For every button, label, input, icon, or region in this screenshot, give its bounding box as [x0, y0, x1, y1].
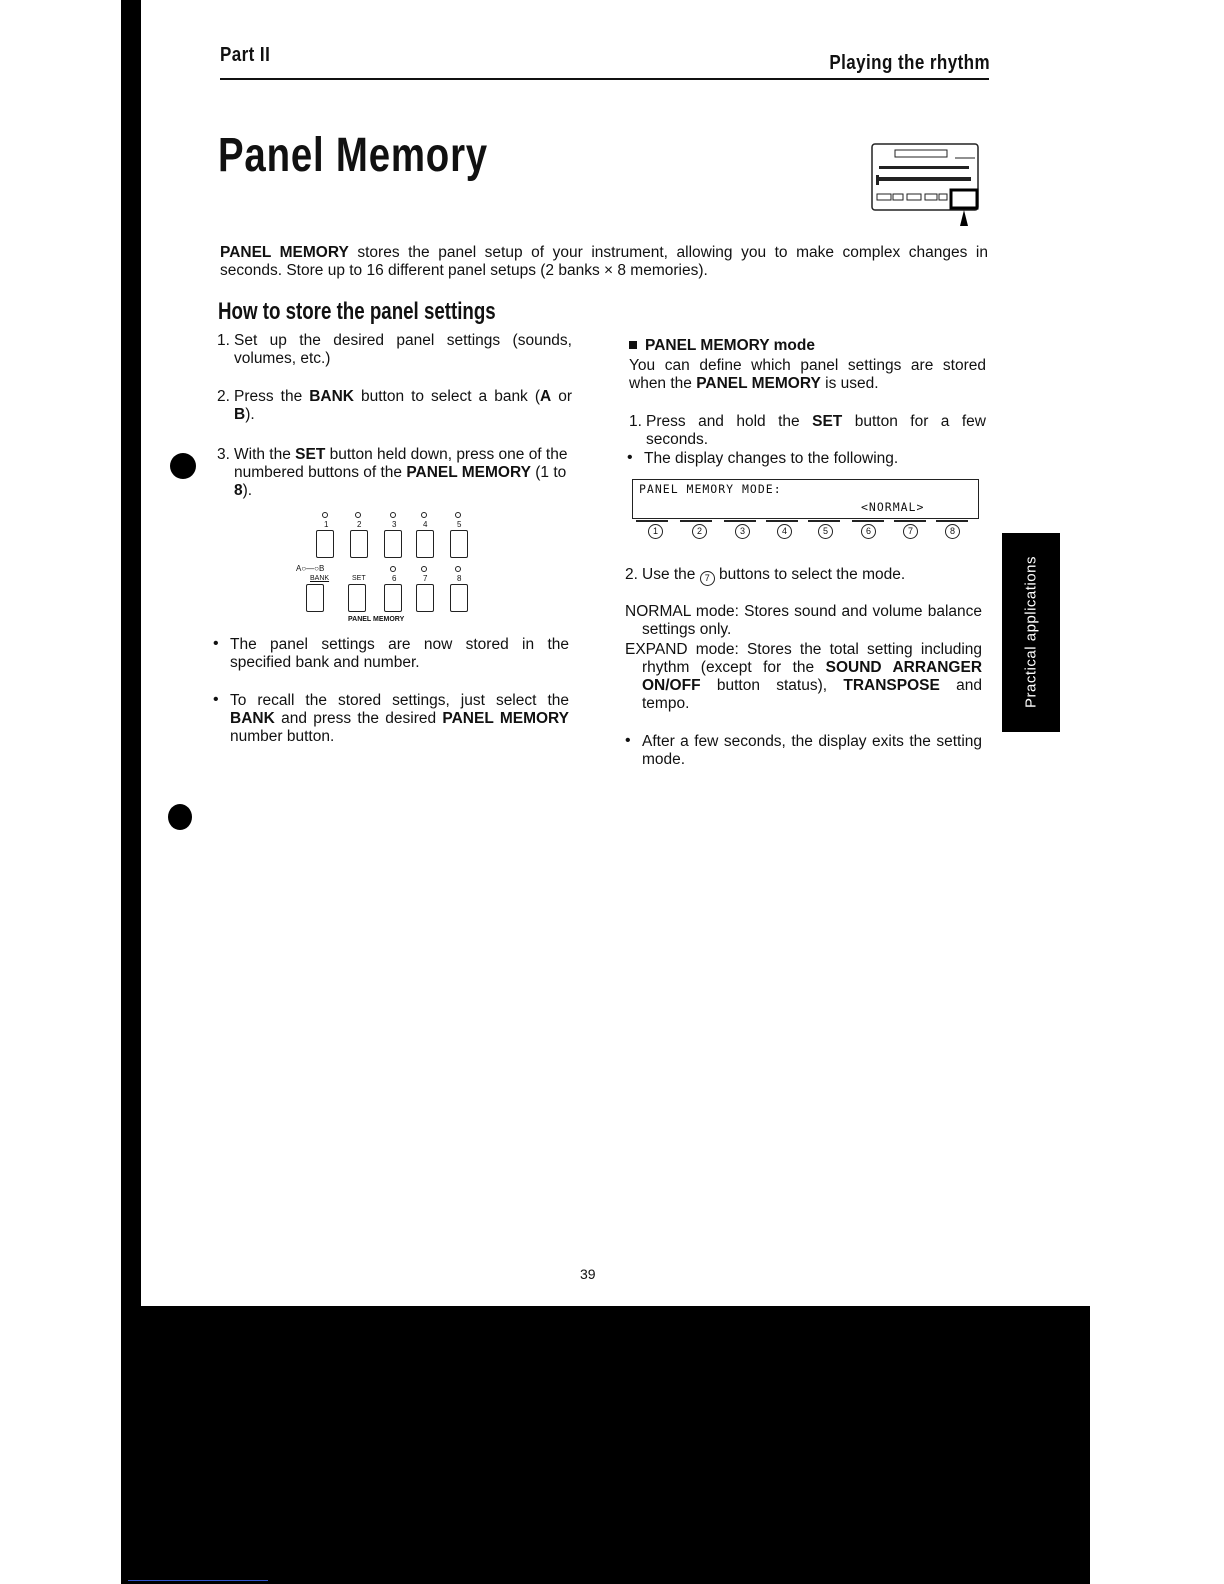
text-bold: SET	[295, 446, 326, 463]
panel-memory-label: PANEL MEMORY	[348, 616, 405, 623]
intro-paragraph	[220, 244, 988, 280]
led-indicator	[322, 512, 328, 518]
text-run: button held down, press one of the numbered buttons of the	[234, 446, 568, 481]
lcd-display	[632, 479, 979, 519]
text-run: To recall the stored settings, just select the	[230, 692, 569, 709]
led-indicator	[355, 512, 361, 518]
scan-bottom-area	[121, 1300, 1090, 1584]
right-intro	[629, 357, 986, 393]
display-button-7[interactable]: 7	[903, 524, 918, 539]
page-title: Panel Memory	[218, 129, 488, 182]
left-step-3	[217, 446, 572, 500]
text-run: EXPAND mode: Stores the total setting including rhythm (except for the	[625, 641, 982, 676]
text-run: Use the	[642, 566, 700, 583]
scan-punch-mark	[170, 453, 196, 479]
panel-memory-button-1[interactable]	[316, 530, 334, 558]
set-button[interactable]	[348, 584, 366, 612]
text-bold: B	[234, 406, 246, 423]
led-indicator	[421, 512, 427, 518]
text-run: button status),	[700, 677, 844, 694]
step-number: 1.	[217, 332, 230, 349]
right-step-2	[625, 566, 982, 586]
text-run: ).	[242, 482, 253, 499]
button-number: 8	[457, 574, 462, 583]
scan-link-line	[128, 1580, 268, 1581]
text-bold: PANEL MEMORY	[406, 464, 531, 481]
text-run: ).	[245, 406, 255, 423]
led-indicator	[455, 512, 461, 518]
side-tab-label	[1002, 533, 1060, 732]
step-number: 2.	[625, 566, 638, 583]
square-bullet-icon	[629, 341, 637, 349]
inline-circle-7: 7	[700, 571, 715, 586]
text-bold: BANK	[230, 710, 275, 727]
left-bullet-1	[213, 636, 569, 672]
button-number: 1	[324, 520, 329, 529]
text-bold: SET	[812, 413, 843, 430]
text-bold: PANEL MEMORY	[442, 710, 569, 727]
set-label: SET	[352, 575, 366, 582]
step-number: 1.	[629, 413, 642, 430]
bullet-dot: •	[627, 449, 633, 466]
normal-mode-text	[625, 603, 982, 639]
display-button-2[interactable]: 2	[692, 524, 707, 539]
text-bold: TRANSPOSE	[843, 677, 940, 694]
bank-button[interactable]	[306, 584, 324, 612]
led-indicator	[455, 566, 461, 572]
text-bold: PANEL MEMORY	[696, 375, 821, 392]
panel-memory-button-4[interactable]	[416, 530, 434, 558]
panel-memory-button-2[interactable]	[350, 530, 368, 558]
text-run: buttons to select the mode.	[714, 566, 906, 583]
led-indicator	[390, 512, 396, 518]
display-button-line	[852, 520, 884, 522]
button-number: 7	[423, 574, 428, 583]
display-button-5[interactable]: 5	[818, 524, 833, 539]
button-diagram	[290, 510, 480, 625]
display-button-line	[808, 520, 840, 522]
display-button-line	[766, 520, 798, 522]
bullet-text	[230, 692, 569, 746]
bullet-text: After a few seconds, the display exits the setting mode.	[642, 733, 982, 768]
bullet-text: The panel settings are now stored in the specified bank and number.	[230, 636, 569, 671]
text-bold: BANK	[309, 388, 354, 405]
header-section: Playing the rhythm	[829, 52, 990, 74]
display-button-line	[894, 520, 926, 522]
step-number: 2.	[217, 388, 230, 405]
text-bold: SOUND ARRANGER ON/OFF	[642, 659, 983, 694]
bullet-dot: •	[213, 635, 219, 652]
text-run: (1 to	[530, 464, 567, 481]
display-button-line	[680, 520, 712, 522]
text-run: With the	[234, 446, 296, 463]
led-indicator	[421, 566, 427, 572]
bank-ab-label: A○—○B	[296, 564, 325, 573]
step-text	[234, 388, 572, 424]
step-number: 3.	[217, 446, 230, 463]
text-run: number button.	[230, 728, 335, 745]
keyboard-panel-icon	[871, 142, 981, 230]
text-run: Press the	[234, 388, 310, 405]
expand-mode-text	[625, 641, 982, 713]
right-heading-text: PANEL MEMORY mode	[645, 337, 815, 354]
bullet-text: The display changes to the following.	[644, 450, 899, 467]
display-button-line	[936, 520, 968, 522]
step-text: Set up the desired panel settings (sounds, volumes, etc.)	[234, 332, 572, 367]
button-number: 4	[423, 520, 428, 529]
button-number: 2	[357, 520, 362, 529]
text-bold: 8	[234, 482, 243, 499]
panel-memory-button-7[interactable]	[416, 584, 434, 612]
right-bullet-2	[625, 733, 982, 769]
text-run: Press and hold the	[646, 413, 813, 430]
text-bold: A	[540, 388, 552, 405]
button-number: 6	[392, 574, 397, 583]
text-run: button to select a bank (	[353, 388, 540, 405]
text-run: is used.	[820, 375, 879, 392]
button-number: 5	[457, 520, 462, 529]
left-step-2	[217, 388, 572, 424]
text-run: button for a few seconds.	[646, 413, 986, 448]
display-button-6[interactable]: 6	[861, 524, 876, 539]
right-bullet-1	[627, 450, 984, 468]
display-button-3[interactable]: 3	[735, 524, 750, 539]
panel-memory-button-8[interactable]	[450, 584, 468, 612]
text-run: NORMAL mode: Stores sound and volume balance settings only.	[625, 603, 982, 638]
header-part: Part II	[220, 44, 271, 66]
side-tab-text: Practical applications	[1022, 556, 1040, 708]
bank-label: BANK	[310, 575, 330, 582]
side-tab	[1002, 533, 1060, 732]
step-text	[234, 446, 572, 500]
display-button-line	[724, 520, 756, 522]
right-heading	[629, 337, 815, 355]
display-button-1[interactable]: 1	[648, 524, 663, 539]
text-run: You can define which panel settings are stored when the	[629, 357, 986, 392]
left-bullet-2	[213, 692, 569, 746]
bullet-dot: •	[213, 691, 219, 708]
text-run: or	[551, 388, 573, 405]
left-step-1	[217, 332, 572, 368]
button-number: 3	[392, 520, 397, 529]
display-button-line	[636, 520, 668, 522]
panel-memory-button-6[interactable]	[384, 584, 402, 612]
right-step-1	[629, 413, 986, 449]
display-button-8[interactable]: 8	[945, 524, 960, 539]
intro-text: stores the panel setup of your instrument, allowing you to make complex changes in seconds. Store up to 16 different panel setups (2 banks × 8 memories).	[220, 244, 988, 279]
lcd-line-1: PANEL MEMORY MODE:	[639, 482, 782, 496]
intro-bold: PANEL MEMORY	[220, 244, 349, 261]
panel-memory-button-5[interactable]	[450, 530, 468, 558]
led-indicator	[390, 566, 396, 572]
text-run: and press the desired	[274, 710, 443, 727]
lcd-line-2: <NORMAL>	[861, 500, 925, 514]
header-rule	[220, 78, 989, 80]
panel-memory-button-3[interactable]	[384, 530, 402, 558]
scan-right-border	[1090, 0, 1224, 1584]
display-button-4[interactable]: 4	[777, 524, 792, 539]
step-text	[646, 413, 986, 449]
text-run: and tempo.	[642, 677, 982, 712]
scan-punch-mark	[168, 804, 192, 830]
bullet-dot: •	[625, 732, 631, 749]
page-number: 39	[580, 1266, 596, 1282]
left-heading: How to store the panel settings	[218, 298, 496, 325]
step-text	[642, 566, 982, 586]
